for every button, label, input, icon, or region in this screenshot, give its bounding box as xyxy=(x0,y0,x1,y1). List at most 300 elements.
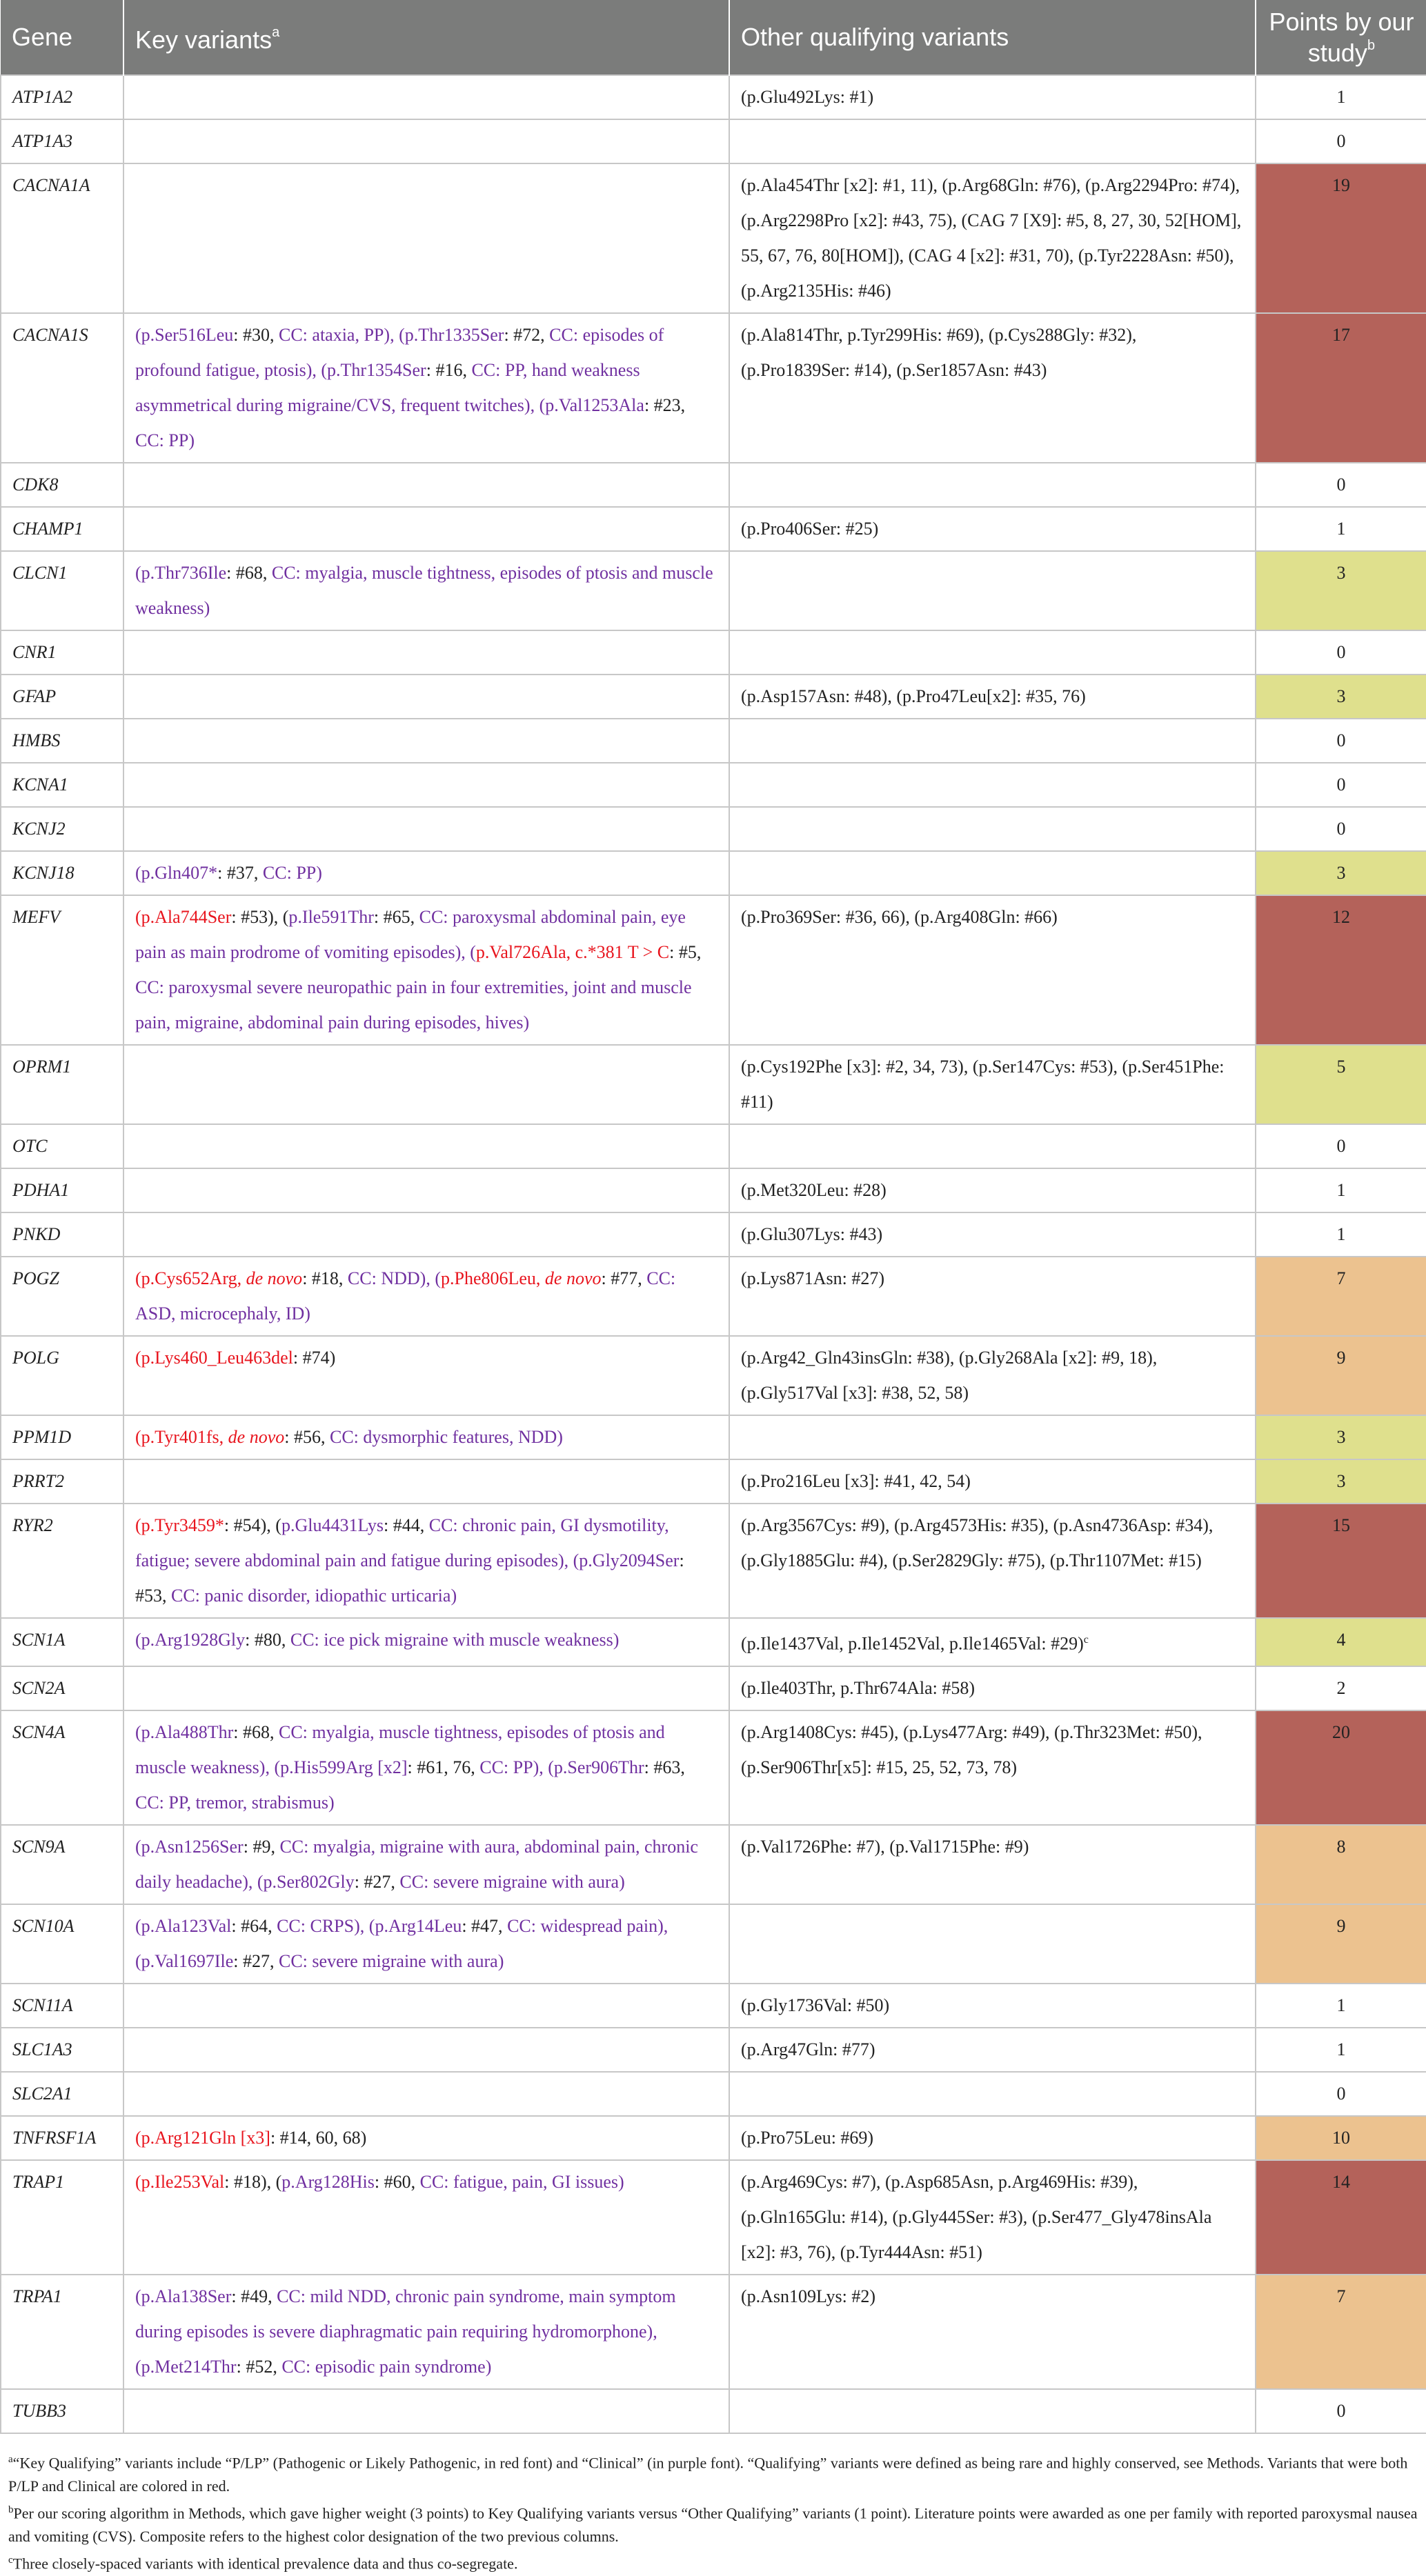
key-variants-cell xyxy=(123,313,729,463)
table-row xyxy=(1,1984,1426,2028)
variant-text: ), ( xyxy=(242,1871,264,1892)
key-variants-cell xyxy=(123,1710,729,1825)
other-variants-cell xyxy=(729,75,1256,119)
variant-text: : #47, xyxy=(462,1915,508,1936)
table-row xyxy=(1,551,1426,630)
variant-text: : #53), ( xyxy=(231,907,289,927)
points-cell: 0 xyxy=(1256,807,1426,851)
variant-text: CC: PP, tremor, strabismus xyxy=(135,1792,328,1813)
table-row xyxy=(1,463,1426,507)
other-variants-text: (p.Arg3567Cys: #9), (p.Arg4573His: #35), (p.Asn4736Asp: #34), (p.Gly1885Glu: #4), (p.Ser2829Gly: #75), (p.Thr1107Met: #15) xyxy=(741,1515,1214,1570)
other-variants-cell xyxy=(729,1504,1256,1618)
key-variants-cell xyxy=(123,463,729,507)
variant-text: CC: chronic pain, GI dysmotility, fatigue; severe abdominal pain and fatigue during episodes xyxy=(135,1515,669,1570)
variant-text: : #63, xyxy=(644,1757,685,1777)
key-variants-cell xyxy=(123,507,729,551)
gene-cell: CACNA1S xyxy=(1,313,123,463)
points-cell: 0 xyxy=(1256,719,1426,763)
key-variants-cell xyxy=(123,2389,729,2433)
variant-text: CC: severe migraine with aura xyxy=(279,1950,498,1971)
footnote-text: Three closely-spaced variants with identical prevalence data and thus co-segregate. xyxy=(12,2555,518,2573)
variant-text: CC: fatigue, pain, GI issues xyxy=(419,2171,619,2192)
points-cell: 10 xyxy=(1256,2116,1426,2160)
table-row xyxy=(1,675,1426,719)
variant-text: : #60, xyxy=(374,2171,420,2192)
variant-text: ), ( xyxy=(557,1550,580,1570)
variant-text: p.Ser906Thr xyxy=(553,1757,644,1777)
variant-text: ), ( xyxy=(135,2321,657,2377)
variant-text: ) xyxy=(619,1871,625,1892)
variant-text: : #64, xyxy=(231,1915,277,1936)
other-variants-cell xyxy=(729,1045,1256,1124)
other-variants-text: (p.Glu492Lys: #1) xyxy=(741,87,874,107)
points-cell: 9 xyxy=(1256,1336,1426,1415)
table-row xyxy=(1,1618,1426,1666)
other-variants-cell xyxy=(729,1415,1256,1459)
variant-text: (p.Tyr401fs, xyxy=(135,1427,228,1447)
variant-text: (p.Tyr3459* xyxy=(135,1515,224,1535)
footnotes xyxy=(0,2434,1426,2576)
key-variants-cell xyxy=(123,1618,729,1666)
points-cell: 1 xyxy=(1256,507,1426,551)
variant-text: ) xyxy=(523,1012,530,1032)
variant-text: p.Ser802Gly xyxy=(263,1871,355,1892)
gene-cell: SCN11A xyxy=(1,1984,123,2028)
table-row xyxy=(1,1504,1426,1618)
other-variants-cell xyxy=(729,2275,1256,2389)
other-variants-cell xyxy=(729,1124,1256,1168)
other-variants-cell xyxy=(729,463,1256,507)
table-row xyxy=(1,630,1426,675)
gene-cell: SLC2A1 xyxy=(1,2072,123,2116)
points-cell: 3 xyxy=(1256,675,1426,719)
variant-text: (p.Ala744Ser xyxy=(135,907,232,927)
gene-cell: KCNJ18 xyxy=(1,851,123,895)
variant-text: p.Val1253Ala xyxy=(545,395,644,415)
key-variants-cell xyxy=(123,1415,729,1459)
other-variants-text: (p.Pro216Leu [x3]: #41, 42, 54) xyxy=(741,1471,971,1491)
table-row xyxy=(1,1415,1426,1459)
other-variants-cell xyxy=(729,2160,1256,2275)
footnote-text: “Key Qualifying” variants include “P/LP” (Pathogenic or Likely Pathogenic, in red font) and “Clinical” (in purple font). “Qualifying” variants were defined as being rare and highly conserved, see Methods. Variants that were both P/LP and Clinical are colored in red. xyxy=(8,2453,1408,2495)
variant-text: p.Gly2094Ser xyxy=(579,1550,680,1570)
variant-text: CC: widespread pain xyxy=(507,1915,658,1936)
variant-text: : #16, xyxy=(426,360,472,380)
points-cell: 17 xyxy=(1256,313,1426,463)
variant-text: p.Ser516Leu xyxy=(141,325,234,345)
other-variants-cell xyxy=(729,507,1256,551)
other-variants-cell xyxy=(729,1168,1256,1212)
table-row xyxy=(1,1336,1426,1415)
key-variants-cell xyxy=(123,807,729,851)
points-cell: 7 xyxy=(1256,2275,1426,2389)
variant-text: p.Ile591Thr xyxy=(288,907,374,927)
points-cell: 5 xyxy=(1256,1045,1426,1124)
other-variants-text: (p.Arg1408Cys: #45), (p.Lys477Arg: #49), (p.Thr323Met: #50), (p.Ser906Thr[x5]: #15, 25, 52, 73, 78) xyxy=(741,1721,1202,1777)
variant-text: (p.Arg121Gln [x3] xyxy=(135,2127,270,2148)
variant-text: CC: myalgia, muscle tightness, episodes of ptosis and muscle weakness xyxy=(135,1721,665,1777)
gene-cell: SCN1A xyxy=(1,1618,123,1666)
variant-text: ), ( xyxy=(455,942,476,962)
variant-text: ) xyxy=(188,430,195,450)
gene-cell: OPRM1 xyxy=(1,1045,123,1124)
variant-text: de novo xyxy=(544,1268,602,1288)
key-variants-cell xyxy=(123,1984,729,2028)
points-cell: 1 xyxy=(1256,1168,1426,1212)
table-row xyxy=(1,1666,1426,1710)
table-row xyxy=(1,119,1426,163)
other-variants-text: (p.Ala454Thr [x2]: #1, 11), (p.Arg68Gln: #76), (p.Arg2294Pro: #74), (p.Arg2298Pro [x2]: #43, 75), (CAG 7 [X9]: #5, 8, 27, 30, 52[HOM], 55, 67, 76, 80[HOM]), (CAG 4 [x2]: #31, 70), (p.Tyr2228Asn: #50), (p.Arg2135His: #46) xyxy=(741,175,1242,301)
header-points xyxy=(1256,0,1426,75)
variant-text: ), ( xyxy=(259,1757,281,1777)
other-variants-text: (p.Lys871Asn: #27) xyxy=(741,1268,884,1288)
gene-cell: TRAP1 xyxy=(1,2160,123,2275)
variant-text: CC: ice pick migraine with muscle weakness xyxy=(290,1630,613,1650)
key-variants-cell xyxy=(123,163,729,313)
variant-text: : #18, xyxy=(302,1268,348,1288)
other-variants-cell xyxy=(729,2389,1256,2433)
header-gene: Gene xyxy=(1,0,123,75)
variant-text: ), ( xyxy=(419,1268,441,1288)
variant-text: : #23, xyxy=(644,395,686,415)
table-row xyxy=(1,1710,1426,1825)
gene-cell: PPM1D xyxy=(1,1415,123,1459)
other-variants-cell xyxy=(729,807,1256,851)
variant-text: : #77, xyxy=(601,1268,647,1288)
table-row xyxy=(1,2028,1426,2072)
other-variants-text: (p.Gly1736Val: #50) xyxy=(741,1995,890,2015)
variant-text: ) xyxy=(328,1792,335,1813)
variant-text: : #44, xyxy=(384,1515,429,1535)
other-variants-cell xyxy=(729,313,1256,463)
key-variants-cell xyxy=(123,1212,729,1257)
points-cell: 0 xyxy=(1256,2389,1426,2433)
variant-text: CC: mild NDD, chronic pain syndrome, main symptom during episodes is severe diaphragmatic pain requiring hydromorphone xyxy=(135,2286,676,2342)
points-cell: 0 xyxy=(1256,2072,1426,2116)
variant-text: de novo xyxy=(246,1268,303,1288)
variant-text: CC: NDD xyxy=(347,1268,420,1288)
points-cell: 1 xyxy=(1256,2028,1426,2072)
other-variants-cell xyxy=(729,1212,1256,1257)
other-variants-cell xyxy=(729,851,1256,895)
variant-text: : #30, xyxy=(233,325,279,345)
variant-text: : #49, xyxy=(231,2286,277,2306)
variant-text: : #65, xyxy=(373,907,419,927)
other-variants-cell xyxy=(729,163,1256,313)
table-row xyxy=(1,507,1426,551)
other-variants-cell xyxy=(729,1904,1256,1984)
variant-text: ) xyxy=(613,1630,620,1650)
variant-text: CC: episodic pain syndrome xyxy=(281,2356,486,2377)
footnote-mark: b xyxy=(8,2504,14,2515)
gene-cell: PDHA1 xyxy=(1,1168,123,1212)
table-row xyxy=(1,763,1426,807)
points-cell: 4 xyxy=(1256,1618,1426,1666)
other-variants-cell xyxy=(729,1984,1256,2028)
gene-cell: SCN4A xyxy=(1,1710,123,1825)
points-cell: 1 xyxy=(1256,75,1426,119)
other-variants-cell xyxy=(729,551,1256,630)
key-variants-cell xyxy=(123,2028,729,2072)
variant-text: CC: paroxysmal abdominal pain, eye pain as main prodrome of vomiting episodes xyxy=(135,907,686,962)
other-variants-text: (p.Glu307Lys: #43) xyxy=(741,1224,883,1244)
variant-text: ) xyxy=(557,1427,563,1447)
other-variants-text: (p.Asp157Asn: #48), (p.Pro47Leu[x2]: #35, 76) xyxy=(741,686,1086,706)
variant-text: (p.Arg1928Gly xyxy=(135,1630,246,1650)
variant-text: ) xyxy=(316,863,322,883)
variant-text: CC: PP xyxy=(262,863,317,883)
variant-text: (p.Ile253Val xyxy=(135,2171,225,2192)
variant-text: ) xyxy=(485,2356,492,2377)
other-variants-text: (p.Arg469Cys: #7), (p.Asp685Asn, p.Arg469His: #39), (p.Gln165Glu: #14), (p.Gly445Ser: #3), (p.Ser477_Gly478insAla [x2]: #3, 76), (p.Tyr444Asn: #51) xyxy=(741,2171,1212,2262)
variant-text: : #14, 60, 68) xyxy=(270,2127,367,2148)
other-variants-cell xyxy=(729,1825,1256,1904)
points-cell: 19 xyxy=(1256,163,1426,313)
variant-text: p.Val726Ala, c.*381 T > C xyxy=(475,942,670,962)
points-cell: 15 xyxy=(1256,1504,1426,1618)
table-row xyxy=(1,807,1426,851)
other-variants-cell xyxy=(729,2116,1256,2160)
variant-text: ), ( xyxy=(306,360,328,380)
variant-text: : #27, xyxy=(233,1950,279,1971)
key-variants-cell xyxy=(123,1257,729,1336)
footnote xyxy=(8,2448,1418,2498)
key-variants-cell xyxy=(123,2116,729,2160)
points-cell: 8 xyxy=(1256,1825,1426,1904)
variant-text: p.Glu4431Lys xyxy=(281,1515,384,1535)
other-variants-text: (p.Arg47Gln: #77) xyxy=(741,2039,875,2059)
variant-text: : #74) xyxy=(293,1348,336,1368)
variant-text: ), ( xyxy=(135,1915,669,1971)
variant-text: (p.Asn1256Ser xyxy=(135,1836,244,1857)
table-row xyxy=(1,2116,1426,2160)
table-row xyxy=(1,1825,1426,1904)
points-cell: 0 xyxy=(1256,763,1426,807)
points-cell: 0 xyxy=(1256,463,1426,507)
variant-text: CC: episodes of profound fatigue, ptosis xyxy=(135,325,664,380)
other-variants-cell xyxy=(729,719,1256,763)
points-cell: 3 xyxy=(1256,1415,1426,1459)
variant-text: : #53, xyxy=(135,1550,684,1606)
other-variants-cell xyxy=(729,1710,1256,1825)
key-variants-cell xyxy=(123,1904,729,1984)
key-variants-cell xyxy=(123,851,729,895)
gene-cell: SCN10A xyxy=(1,1904,123,1984)
other-variants-cell xyxy=(729,895,1256,1045)
variant-text: CC: severe migraine with aura xyxy=(399,1871,620,1892)
footnote-marker: b xyxy=(1367,37,1376,53)
table-row xyxy=(1,1045,1426,1124)
gene-cell: CHAMP1 xyxy=(1,507,123,551)
table-row xyxy=(1,1168,1426,1212)
key-variants-cell xyxy=(123,1045,729,1124)
variant-text: : #18), ( xyxy=(224,2171,282,2192)
gene-cell: GFAP xyxy=(1,675,123,719)
gene-cell: ATP1A3 xyxy=(1,119,123,163)
variant-text: ( xyxy=(135,325,141,345)
variant-text: p.Thr1335Ser xyxy=(404,325,504,345)
table-row xyxy=(1,2389,1426,2433)
gene-cell: TRPA1 xyxy=(1,2275,123,2389)
gene-cell: POGZ xyxy=(1,1257,123,1336)
other-variants-cell xyxy=(729,1336,1256,1415)
variant-text: : #9, xyxy=(243,1836,280,1857)
gene-cell: CLCN1 xyxy=(1,551,123,630)
table-row xyxy=(1,1459,1426,1504)
table-row xyxy=(1,163,1426,313)
points-cell: 2 xyxy=(1256,1666,1426,1710)
variant-text: (p.Lys460_Leu463del xyxy=(135,1348,293,1368)
variant-text: : #27, xyxy=(354,1871,400,1892)
variant-text: ), ( xyxy=(384,325,405,345)
table-body xyxy=(1,75,1426,2433)
gene-cell: CACNA1A xyxy=(1,163,123,313)
footnote-mark: a xyxy=(8,2453,13,2465)
variant-text: p.Arg14Leu xyxy=(375,1915,462,1936)
variant-text: (p.Ala123Val xyxy=(135,1915,232,1936)
other-variants-cell xyxy=(729,119,1256,163)
variant-text: CC: ASD, microcephaly, ID xyxy=(135,1268,676,1324)
variant-text: ), ( xyxy=(524,395,546,415)
variant-text: : #61, 76, xyxy=(407,1757,480,1777)
variant-text: CC: paroxysmal severe neuropathic pain in four extremities, joint and muscle pain, migraine, abdominal pain during episodes, hives xyxy=(135,977,692,1032)
points-cell: 7 xyxy=(1256,1257,1426,1336)
variant-text: p.His599Arg [x2] xyxy=(280,1757,408,1777)
gene-cell: HMBS xyxy=(1,719,123,763)
points-cell: 1 xyxy=(1256,1212,1426,1257)
variant-text: : #68, xyxy=(233,1721,279,1742)
points-cell: 0 xyxy=(1256,119,1426,163)
variant-text: p.Arg128His xyxy=(281,2171,375,2192)
footnote-marker: a xyxy=(272,24,280,40)
gene-cell: PRRT2 xyxy=(1,1459,123,1504)
other-variants-text: (p.Cys192Phe [x3]: #2, 34, 73), (p.Ser147Cys: #53), (p.Ser451Phe: #11) xyxy=(741,1057,1225,1112)
variant-text: ) xyxy=(450,1586,457,1606)
key-variants-cell xyxy=(123,1336,729,1415)
variant-text: p.Phe806Leu, xyxy=(441,1268,545,1288)
key-variants-cell xyxy=(123,1459,729,1504)
other-variants-cell xyxy=(729,675,1256,719)
table-row xyxy=(1,2160,1426,2275)
key-variants-cell xyxy=(123,1124,729,1168)
footnote-text: Per our scoring algorithm in Methods, which gave higher weight (3 points) to Key Qualifying variants versus “Other Qualifying” variants (1 point). Literature points were awarded as one per family with reported paroxysmal nausea and vomiting (CVS). Composite refers to the highest color designation of the two previous columns. xyxy=(8,2504,1418,2546)
header-key-variants xyxy=(123,0,729,75)
variant-text: : #68, xyxy=(226,563,272,583)
key-variants-cell xyxy=(123,1825,729,1904)
variant-text: ) xyxy=(618,2171,624,2192)
points-cell: 3 xyxy=(1256,551,1426,630)
variant-text: : #54), ( xyxy=(224,1515,281,1535)
table-row xyxy=(1,2275,1426,2389)
gene-cell: OTC xyxy=(1,1124,123,1168)
table-row xyxy=(1,851,1426,895)
table-row xyxy=(1,313,1426,463)
table-row xyxy=(1,75,1426,119)
other-variants-cell xyxy=(729,1666,1256,1710)
key-variants-cell xyxy=(123,2160,729,2275)
footnote-mark: c xyxy=(8,2555,13,2566)
key-variants-cell xyxy=(123,119,729,163)
other-variants-text: (p.Pro75Leu: #69) xyxy=(741,2127,874,2148)
variant-text: CC: CRPS xyxy=(277,1915,355,1936)
table-row xyxy=(1,1124,1426,1168)
gene-cell: TUBB3 xyxy=(1,2389,123,2433)
variant-text: CC: dysmorphic features, NDD xyxy=(330,1427,557,1447)
gene-cell: SCN9A xyxy=(1,1825,123,1904)
other-variants-cell xyxy=(729,1618,1256,1666)
key-variants-cell xyxy=(123,1504,729,1618)
points-cell: 0 xyxy=(1256,630,1426,675)
other-variants-text: (p.Ala814Thr, p.Tyr299His: #69), (p.Cys288Gly: #32), (p.Pro1839Ser: #14), (p.Ser1857Asn: #43) xyxy=(741,325,1137,380)
header-points-label: Points by our study xyxy=(1269,7,1414,67)
other-variants-cell xyxy=(729,763,1256,807)
variant-text: CC: ataxia, PP xyxy=(279,325,384,345)
gene-cell: SLC1A3 xyxy=(1,2028,123,2072)
key-variants-cell xyxy=(123,2275,729,2389)
gene-cell: POLG xyxy=(1,1336,123,1415)
variant-text: CC: PP xyxy=(479,1757,533,1777)
table-row xyxy=(1,895,1426,1045)
variant-text: : #5, xyxy=(669,942,702,962)
key-variants-cell xyxy=(123,75,729,119)
footnote xyxy=(8,2498,1418,2548)
other-variants-cell xyxy=(729,630,1256,675)
table-row xyxy=(1,1257,1426,1336)
key-variants-cell xyxy=(123,763,729,807)
other-variants-text: (p.Pro406Ser: #25) xyxy=(741,519,879,539)
key-variants-cell xyxy=(123,1666,729,1710)
variant-text: ), ( xyxy=(533,1757,554,1777)
other-variants-cell xyxy=(729,1459,1256,1504)
gene-cell: TNFRSF1A xyxy=(1,2116,123,2160)
table-row xyxy=(1,719,1426,763)
variant-text: (p.Thr736Ile xyxy=(135,563,227,583)
footnote-marker: c xyxy=(1083,1634,1089,1646)
other-variants-text: (p.Val1726Phe: #7), (p.Val1715Phe: #9) xyxy=(741,1836,1029,1857)
variant-text: p.Val1697Ile xyxy=(141,1950,234,1971)
gene-cell: PNKD xyxy=(1,1212,123,1257)
points-cell: 0 xyxy=(1256,1124,1426,1168)
key-variants-cell xyxy=(123,675,729,719)
key-variants-cell xyxy=(123,2072,729,2116)
variant-text: ) xyxy=(204,598,210,618)
header-row xyxy=(1,0,1426,75)
variant-text: : #72, xyxy=(504,325,550,345)
variant-text: (p.Gln407* xyxy=(135,863,218,883)
other-variants-cell xyxy=(729,1257,1256,1336)
header-other-variants: Other qualifying variants xyxy=(729,0,1256,75)
other-variants-text: (p.Ile1437Val, p.Ile1452Val, p.Ile1465Val: #29) xyxy=(741,1633,1084,1654)
variant-text: (p.Cys652Arg, xyxy=(135,1268,246,1288)
other-variants-text: (p.Ile403Thr, p.Thr674Ala: #58) xyxy=(741,1677,976,1698)
variant-text: CC: panic disorder, idiopathic urticaria xyxy=(171,1586,451,1606)
variant-text: (p.Ala138Ser xyxy=(135,2286,232,2306)
variant-text: : #52, xyxy=(236,2356,282,2377)
points-cell: 14 xyxy=(1256,2160,1426,2275)
variant-text: CC: myalgia, migraine with aura, abdominal pain, chronic daily headache xyxy=(135,1836,698,1892)
other-variants-cell xyxy=(729,2072,1256,2116)
header-key-variants-label: Key variants xyxy=(135,25,273,54)
variant-text: ) xyxy=(497,1950,504,1971)
table-row xyxy=(1,2072,1426,2116)
points-cell: 3 xyxy=(1256,1459,1426,1504)
variant-text: p.Thr1354Ser xyxy=(327,360,426,380)
gene-cell: CNR1 xyxy=(1,630,123,675)
points-cell: 3 xyxy=(1256,851,1426,895)
key-variants-cell xyxy=(123,551,729,630)
variant-text: : #56, xyxy=(284,1427,330,1447)
variant-text: CC: PP xyxy=(135,430,189,450)
